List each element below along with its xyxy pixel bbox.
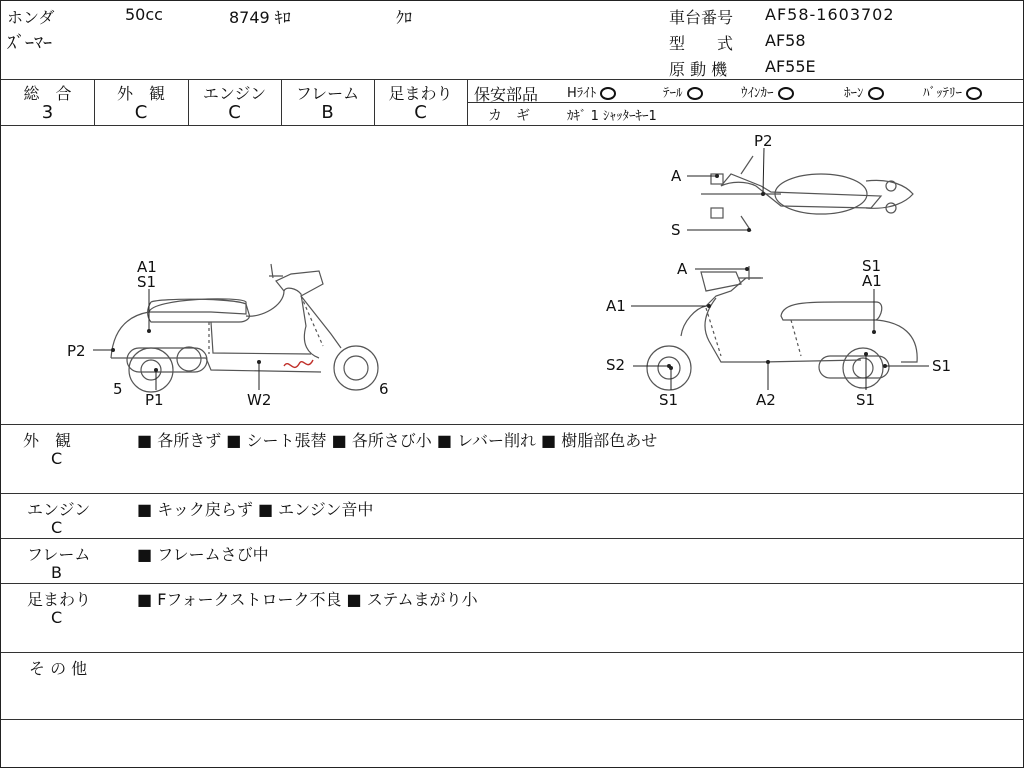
- section-engine-label: エンジン: [27, 500, 91, 519]
- damage-mark: [284, 360, 313, 367]
- section-exterior-label: 外 観: [23, 431, 72, 450]
- diagram-label: S1: [856, 391, 876, 409]
- maker: ホンダ: [7, 8, 55, 27]
- ok-mark-icon: [966, 87, 982, 100]
- divider: [1, 583, 1023, 584]
- divider: [1, 719, 1023, 720]
- divider: [1, 424, 1023, 425]
- diagram-label: S1: [137, 273, 157, 291]
- diagram-label: S1: [659, 391, 679, 409]
- diagram-label: P1: [145, 391, 164, 409]
- color: ｸﾛ: [396, 8, 413, 27]
- safety-item-winker: ｳｲﾝｶｰ: [741, 82, 794, 101]
- diagram-label: A1: [606, 297, 626, 315]
- safety-item-headlight: Hﾗｲﾄ: [567, 82, 616, 101]
- divider: [1, 79, 1023, 80]
- key-value: ｶｷﾞ 1 ｼｬｯﾀｰｷｰ1: [567, 109, 657, 124]
- diagram-label: S: [671, 221, 681, 239]
- grade-suspension-label: 足まわり: [388, 84, 453, 103]
- grade-overall-value: 3: [41, 102, 54, 123]
- ok-mark-icon: [778, 87, 794, 100]
- section-suspension-notes: ■ Fフォークストローク不良 ■ ステムまがり小: [137, 590, 478, 609]
- safety-label: 保安部品: [474, 85, 539, 104]
- diagram-label: 6: [379, 380, 389, 398]
- divider: [467, 102, 1023, 103]
- engine-model: AF55E: [765, 57, 816, 76]
- safety-item-tail: ﾃｰﾙ: [663, 82, 703, 101]
- diagram-label: S2: [606, 356, 626, 374]
- grade-frame-value: B: [321, 102, 334, 123]
- displacement: 50cc: [125, 5, 163, 24]
- diagram-label: S1: [862, 257, 882, 275]
- diagram-label: P2: [67, 342, 86, 360]
- safety-item-battery: ﾊﾞｯﾃﾘｰ: [923, 82, 982, 101]
- grade-suspension-value: C: [414, 102, 427, 123]
- diagram-label: A1: [862, 272, 882, 290]
- diagram-label: A2: [756, 391, 776, 409]
- safety-item-horn: ﾎｰﾝ: [844, 82, 884, 101]
- diagram-label: W2: [247, 391, 272, 409]
- section-suspension-label: 足まわり: [27, 590, 92, 609]
- ok-mark-icon: [868, 87, 884, 100]
- section-exterior-notes: ■ 各所きず ■ シート張替 ■ 各所さび小 ■ レバー削れ ■ 樹脂部色あせ: [137, 431, 658, 450]
- model-name: ｽﾞｰﾏｰ: [7, 33, 52, 54]
- grade-engine-value: C: [228, 102, 241, 123]
- frame-no-label: 車台番号: [669, 8, 734, 27]
- section-frame-label: フレーム: [27, 545, 91, 564]
- damage-diagram: [1, 126, 1023, 424]
- diagram-label: 5: [113, 380, 123, 398]
- section-engine-grade: C: [51, 518, 63, 537]
- mileage: 8749 ｷﾛ: [229, 8, 291, 27]
- divider: [1, 652, 1023, 653]
- diagram-label: S1: [932, 357, 952, 375]
- grade-engine-label: エンジン: [202, 84, 267, 103]
- grade-exterior-label: 外 観: [116, 84, 165, 103]
- section-exterior-grade: C: [51, 449, 63, 468]
- divider: [1, 493, 1023, 494]
- divider: [1, 538, 1023, 539]
- frame-no: AF58-1603702: [765, 5, 895, 24]
- grade-frame-label: フレーム: [295, 84, 360, 103]
- section-other-label: そ の 他: [29, 659, 88, 678]
- diagram-label: A1: [137, 258, 157, 276]
- section-engine-notes: ■ キック戻らず ■ エンジン音中: [137, 500, 374, 519]
- model-type: AF58: [765, 31, 806, 50]
- engine-label: 原 動 機: [669, 60, 728, 79]
- type-label: 型 式: [669, 34, 734, 53]
- section-suspension-grade: C: [51, 608, 63, 627]
- section-frame-grade: B: [51, 563, 62, 582]
- grade-exterior-value: C: [134, 102, 148, 123]
- ok-mark-icon: [600, 87, 616, 100]
- diagram-label: A: [671, 167, 682, 185]
- key-label: カ ギ: [488, 108, 530, 124]
- diagram-label: P2: [754, 132, 773, 150]
- ok-mark-icon: [687, 87, 703, 100]
- section-frame-notes: ■ フレームさび中: [137, 545, 269, 564]
- grade-overall-label: 総 合: [23, 84, 72, 103]
- diagram-label: A: [677, 260, 688, 278]
